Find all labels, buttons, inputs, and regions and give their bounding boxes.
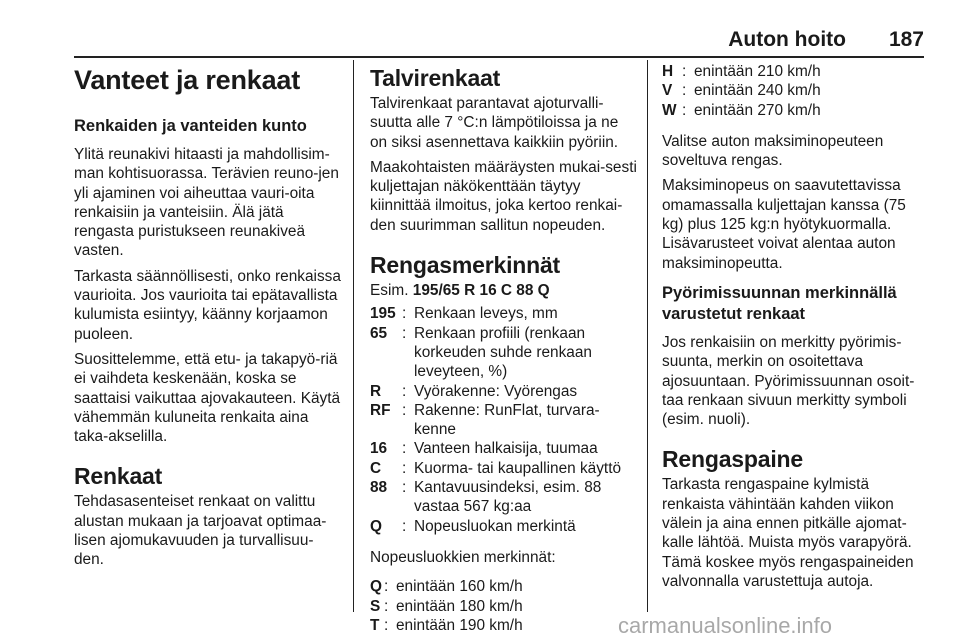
paragraph: Tarkasta rengaspaine kylmistä renkaista vähintään kahden viikon välein ja aina ennen pitkälle ajomat-kalle lähtöä. Muista myös varapyörä. Tämä koskee myös rengaspaineiden valvonnalla varustettuja autoja.	[662, 476, 914, 590]
marking-desc: Vyörakenne: Vyörengas	[414, 382, 578, 400]
paragraph: Tehdasasenteiset renkaat on valittu alustan mukaan ja tarjoavat optimaa-lisen ajomukavuuden ja turvallisuu-den.	[74, 493, 327, 569]
separator: :	[402, 305, 407, 323]
speed-desc: enintään 270 km/h	[694, 101, 821, 119]
separator: :	[682, 82, 687, 100]
example-prefix: Esim.	[370, 282, 409, 300]
speed-code: V	[662, 82, 673, 100]
speed-desc: enintään 180 km/h	[396, 597, 523, 615]
marking-code: 65	[370, 324, 388, 342]
marking-desc: Nopeusluokan merkintä	[414, 517, 576, 535]
marking-desc: Kuorma- tai kaupallinen käyttö	[414, 459, 622, 477]
paragraph: Maakohtaisten määräysten mukai-sesti kuljettajan näkökenttään täytyy kiinnittää ilmoitus, joka kertoo renkai-den suurimman sallitun nopeuden.	[370, 158, 637, 234]
separator: :	[402, 440, 407, 458]
page-number: 187	[888, 28, 924, 51]
separator: :	[402, 459, 407, 477]
speed-desc: enintään 160 km/h	[396, 578, 523, 596]
separator: :	[402, 517, 407, 535]
marking-code: 195	[370, 305, 396, 323]
speed-code: H	[662, 63, 674, 80]
speed-desc: enintään 240 km/h	[694, 82, 821, 100]
marking-code: RF	[370, 401, 391, 419]
watermark-text: carmanualsonline.info	[618, 613, 833, 638]
paragraph: Talvirenkaat parantavat ajoturvalli-suutta alle 7 °C:n lämpötiloissa ja ne on siksi asennettava kaikkiin pyöriin.	[370, 95, 619, 151]
paragraph: Valitse auton maksiminopeuteen soveltuva rengas.	[662, 132, 884, 170]
marking-desc: Rakenne: RunFlat, turvara-kenne	[414, 401, 600, 439]
separator: :	[384, 578, 389, 596]
speed-desc: enintään 210 km/h	[694, 63, 821, 80]
separator: :	[682, 101, 687, 119]
column-1	[74, 62, 342, 576]
marking-desc: Renkaan leveys, mm	[414, 305, 558, 323]
separator: :	[402, 401, 407, 419]
marking-desc: Renkaan profiili (renkaan korkeuden suhde renkaan leveyteen, %)	[414, 324, 592, 381]
separator: :	[384, 616, 389, 634]
heading-tyre-markings: Rengasmerkinnät	[370, 252, 561, 279]
paragraph: Suosittelemme, että etu- ja takapyö-riä ei vaihdeta keskenään, koska se saattaisi vaikuttaa ajovakauteen. Käytä vähemmän kuluneita renkaita aina taka-akselilla.	[74, 350, 341, 446]
speed-class-list-continued	[662, 62, 930, 120]
paragraph: Maksiminopeus on saavutettavissa omamassalla kuljettajan kanssa (75 kg) plus 125 kg:n hyötykuormalla. Lisävarusteet voivat alentaa auton maksiminopeutta.	[662, 177, 906, 272]
column-3	[662, 62, 930, 597]
separator: :	[402, 382, 407, 400]
paragraph: Ylitä reunakivi hitaasti ja mahdollisim-man kohtisuorassa. Terävien reuno-jen yli ajaminen voi aiheuttaa vauri-oita renkaisiin ja vanteisiin. Älä jätä rengasta puristukseen reunakiveä vasten.	[74, 146, 339, 260]
marking-code: C	[370, 459, 382, 477]
subheading-rims-condition: Renkaiden ja vanteiden kunto	[74, 117, 307, 135]
speed-class-list	[370, 577, 638, 635]
speed-code: S	[370, 597, 381, 615]
paragraph: Tarkasta säännöllisesti, onko renkaissa vaurioita. Jos vaurioita tai epätavallista kulumista esiintyy, käänny korjaamon puoleen.	[74, 267, 341, 343]
subheading-directional-tyres: Pyörimissuunnan merkinnällä varustetut renkaat	[662, 283, 897, 323]
column-divider-left	[353, 60, 354, 612]
separator: :	[682, 63, 687, 80]
heading-tyres: Renkaat	[74, 463, 163, 490]
speed-desc: enintään 190 km/h	[396, 616, 523, 634]
separator: :	[402, 479, 407, 497]
section-title: Auton hoito	[728, 28, 846, 51]
marking-desc: Kantavuusindeksi, esim. 88 vastaa 567 kg:aa	[414, 479, 602, 516]
separator: :	[402, 324, 407, 342]
paragraph: Jos renkaisiin on merkitty pyörimis-suunta, merkin on osoitettava ajosuuntaan. Pyörimissuunnan osoit-taa renkaan sivuun merkitty symboli (esim. nuoli).	[662, 333, 915, 429]
page-header	[74, 22, 924, 58]
marking-code: R	[370, 382, 382, 400]
marking-desc: Vanteen halkaisija, tuumaa	[414, 440, 598, 458]
speed-code: T	[370, 616, 380, 634]
marking-code: Q	[370, 517, 382, 535]
heading-winter-tyres: Talvirenkaat	[370, 65, 501, 91]
heading-tyre-pressure: Rengaspaine	[662, 446, 803, 473]
speed-code: Q	[370, 578, 382, 596]
speed-code: W	[662, 101, 677, 119]
example-code: 195/65 R 16 C 88 Q	[412, 282, 550, 300]
separator: :	[384, 597, 389, 615]
marking-definitions	[370, 304, 638, 536]
tyre-marking-example	[370, 281, 638, 300]
marking-code: 16	[370, 440, 388, 458]
speed-classes-intro: Nopeusluokkien merkinnät:	[370, 548, 556, 566]
column-divider-right	[647, 60, 648, 612]
column-2	[370, 62, 638, 642]
marking-code: 88	[370, 479, 388, 497]
chapter-title: Vanteet ja renkaat	[74, 65, 301, 95]
